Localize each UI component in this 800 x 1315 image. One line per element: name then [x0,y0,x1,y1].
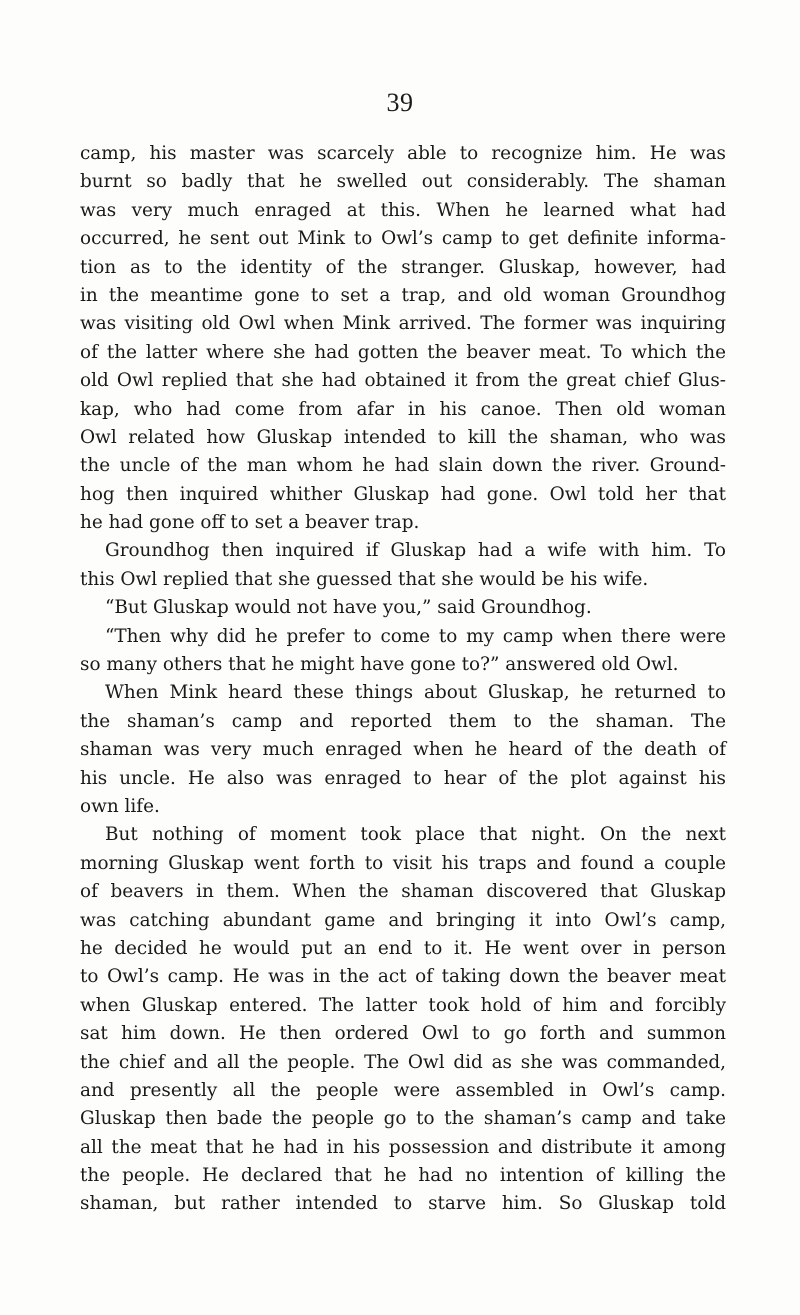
text-line: kap, who had come from afar in his canoe. Then old woman [80,398,726,420]
text-line: so many others that he might have gone to?” answered old Owl. [80,654,679,676]
paragraph [80,679,726,821]
text-line: was very much enraged at this. When he learned what had [80,199,726,221]
paragraph [80,623,726,680]
body-text [80,140,726,1219]
text-line: own life. [80,795,160,817]
text-line: Gluskap then bade the people go to the shaman’s camp and take [80,1108,726,1130]
text-line: burnt so badly that he swelled out considerably. The shaman [80,171,726,193]
paragraph [80,821,726,1218]
text-line: and presently all the people were assembled in Owl’s camp. [80,1079,726,1101]
text-line: Owl related how Gluskap intended to kill the shaman, who was [80,426,726,448]
text-line: the uncle of the man whom he had slain down the river. Ground- [80,455,726,477]
text-line: occurred, he sent out Mink to Owl’s camp to get definite informa- [80,228,726,250]
text-line: shaman was very much enraged when he heard of the death of [80,739,726,761]
text-line: his uncle. He also was enraged to hear of the plot against his [80,767,726,789]
text-line: to Owl’s camp. He was in the act of taking down the beaver meat [80,966,726,988]
text-line: tion as to the identity of the stranger. Gluskap, however, had [80,256,726,278]
page-number: 39 [386,88,414,117]
paragraph [80,140,726,537]
text-line: “But Gluskap would not have you,” said Groundhog. [105,597,592,619]
text-line: the people. He declared that he had no intention of killing the [80,1165,726,1187]
text-line: camp, his master was scarcely able to recognize him. He was [80,143,726,164]
text-line: Groundhog then inquired if Gluskap had a wife with him. To [105,540,726,562]
text-line: old Owl replied that she had obtained it from the great chief Glus- [80,370,726,392]
text-line: When Mink heard these things about Gluskap, he returned to [105,682,726,704]
text-line: sat him down. He then ordered Owl to go forth and summon [80,1023,726,1045]
text-line: shaman, but rather intended to starve him. So Gluskap told [80,1193,726,1215]
text-line: he decided he would put an end to it. He went over in person [80,937,726,959]
text-line: hog then inquired whither Gluskap had gone. Owl told her that [80,483,726,505]
text-line: morning Gluskap went forth to visit his traps and found a couple [80,852,726,874]
text-line: the chief and all the people. The Owl did as she was commanded, [80,1051,726,1073]
text-line: of the latter where she had gotten the beaver meat. To which the [80,341,726,363]
paragraph [80,594,726,622]
text-line: in the meantime gone to set a trap, and old woman Groundhog [80,284,726,306]
text-line: “Then why did he prefer to come to my camp when there were [105,625,726,647]
text-line: he had gone off to set a beaver trap. [80,512,420,534]
text-line: the shaman’s camp and reported them to the shaman. The [80,710,726,732]
text-line: of beavers in them. When the shaman discovered that Gluskap [80,881,726,903]
text-line: this Owl replied that she guessed that she would be his wife. [80,568,649,590]
text-line: when Gluskap entered. The latter took hold of him and forcibly [80,994,726,1016]
text-line: was visiting old Owl when Mink arrived. The former was inquiring [80,313,726,335]
paragraph [80,537,726,594]
text-line: all the meat that he had in his possession and distribute it among [80,1136,726,1158]
text-line: was catching abundant game and bringing it into Owl’s camp, [80,909,726,931]
text-line: But nothing of moment took place that night. On the next [105,824,726,846]
